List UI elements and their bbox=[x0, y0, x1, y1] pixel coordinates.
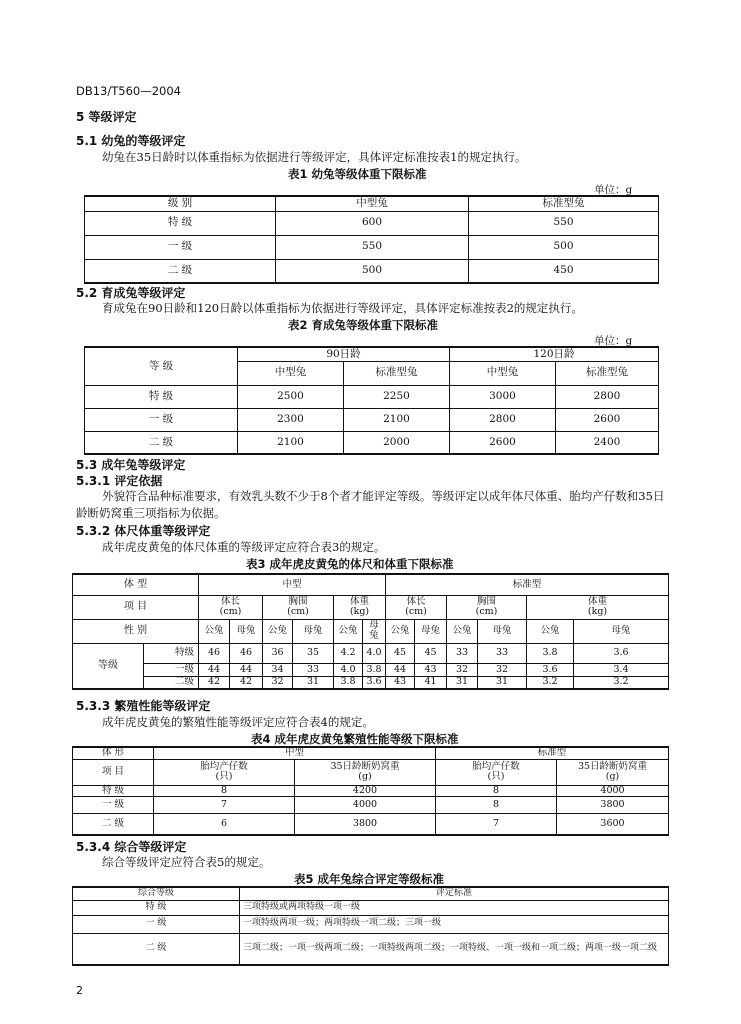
table2-cell: 2800 bbox=[556, 385, 659, 408]
table3-sex: 公兔 bbox=[386, 619, 415, 643]
table2-cell: 2500 bbox=[238, 385, 344, 408]
table4-item: 胎均产仔数 (只) bbox=[436, 759, 557, 785]
table3-cell: 43 bbox=[415, 663, 447, 676]
table3-cell: 41 bbox=[415, 676, 447, 689]
table3-cell: 3.8 bbox=[334, 676, 363, 689]
section-5-2-text: 育成兔在90日龄和120日龄以体重指标为依据进行等级评定，具体评定标准按表2的规定执行。 bbox=[102, 301, 583, 315]
table4-cell: 3600 bbox=[557, 813, 669, 835]
doc-code: DB13/T560—2004 bbox=[76, 84, 181, 98]
section-5-3-3-title: 5.3.3 繁殖性能等级评定 bbox=[76, 699, 211, 713]
table3-grade: 二级 bbox=[144, 676, 199, 689]
table2-type-header: 标准型兔 bbox=[344, 361, 450, 385]
table5-cell: 二 级 bbox=[73, 933, 240, 965]
table3-item: 胸围 (cm) bbox=[263, 595, 334, 619]
table3-cell: 3.8 bbox=[527, 643, 574, 663]
table3-sex-label: 性 别 bbox=[73, 619, 199, 643]
table3-cell: 3.2 bbox=[574, 676, 669, 689]
table3-cell: 36 bbox=[263, 643, 293, 663]
table3-item-label: 项 目 bbox=[73, 595, 199, 619]
table4-cell: 4200 bbox=[295, 785, 436, 796]
section-5-3-4-text: 综合等级评定应符合表5的规定。 bbox=[102, 855, 271, 869]
table3-cell: 4.0 bbox=[334, 663, 363, 676]
table3-cell: 45 bbox=[386, 643, 415, 663]
table2-cell: 2000 bbox=[344, 431, 450, 454]
table3-sex: 母兔 bbox=[230, 619, 263, 643]
table3-cell: 43 bbox=[386, 676, 415, 689]
table3-sex: 母兔 bbox=[415, 619, 447, 643]
table2-caption: 表2 育成兔等级体重下限标准 bbox=[288, 318, 439, 332]
table4-cell: 4000 bbox=[557, 785, 669, 796]
table3-cell: 31 bbox=[293, 676, 334, 689]
table4-cell: 3800 bbox=[295, 813, 436, 835]
table3-cell: 35 bbox=[293, 643, 334, 663]
table5 bbox=[72, 886, 669, 966]
table3-grade: 一级 bbox=[144, 663, 199, 676]
table3-sex: 公兔 bbox=[334, 619, 363, 643]
section-5-3-2-text: 成年虎皮黄兔的体尺体重的等级评定应符合表3的规定。 bbox=[102, 540, 386, 554]
table3-sex: 公兔 bbox=[199, 619, 230, 643]
table4-cell: 7 bbox=[436, 813, 557, 835]
section-5-3-1-text: 外貌符合品种标准要求，有效乳头数不少于8个者才能评定等级。等级评定以成年体尺体重、胎均产仔数和35日龄断奶窝重三项指标为依据。 bbox=[76, 489, 665, 520]
table5-cell: 一 级 bbox=[73, 915, 240, 933]
table4-cell: 4000 bbox=[295, 796, 436, 813]
table5-header: 综合等级 bbox=[73, 887, 240, 900]
table3-sex: 母 兔 bbox=[363, 619, 386, 643]
table4-item-label: 项 目 bbox=[73, 759, 154, 785]
section-5-3-3-text: 成年虎皮黄兔的繁殖性能等级评定应符合表4的规定。 bbox=[102, 715, 374, 729]
table2-cell: 2400 bbox=[556, 431, 659, 454]
table3-cell: 33 bbox=[293, 663, 334, 676]
table3-grade-label: 等级 bbox=[73, 643, 144, 689]
table3-item: 体重 (kg) bbox=[527, 595, 669, 619]
table3-cell: 45 bbox=[415, 643, 447, 663]
table2-cell: 2600 bbox=[556, 408, 659, 431]
table2-age-header: 90日龄 bbox=[238, 347, 450, 361]
table2-cell: 2800 bbox=[450, 408, 556, 431]
table2-cell: 2250 bbox=[344, 385, 450, 408]
table3-cell: 44 bbox=[230, 663, 263, 676]
section-5-3-2-title: 5.3.2 体尺体重等级评定 bbox=[76, 524, 211, 538]
table4-cell: 特 级 bbox=[73, 785, 154, 796]
table4-cell: 8 bbox=[154, 785, 295, 796]
table1 bbox=[84, 195, 659, 284]
section-5-3-1-title: 5.3.1 评定依据 bbox=[76, 474, 163, 488]
table4-type: 标准型 bbox=[436, 747, 669, 759]
table1-header: 标准型兔 bbox=[469, 196, 659, 211]
table3-cell: 46 bbox=[230, 643, 263, 663]
table3-cell: 33 bbox=[478, 643, 527, 663]
table3-type-label: 体 型 bbox=[73, 574, 199, 595]
table3-cell: 4.0 bbox=[363, 643, 386, 663]
table4-cell: 8 bbox=[436, 785, 557, 796]
table1-cell: 600 bbox=[276, 211, 469, 235]
table3-item: 体长 (cm) bbox=[199, 595, 263, 619]
table1-cell: 450 bbox=[469, 259, 659, 283]
table4-cell: 二 级 bbox=[73, 813, 154, 835]
table2-cell: 一 级 bbox=[85, 408, 238, 431]
table3-cell: 3.6 bbox=[574, 643, 669, 663]
table2 bbox=[84, 346, 659, 455]
table1-unit: 单位：g bbox=[594, 184, 633, 196]
table3-cell: 42 bbox=[199, 676, 230, 689]
table5-cell: 三项特级或两项特级一项一级 bbox=[240, 900, 669, 915]
table1-caption: 表1 幼兔等级体重下限标准 bbox=[288, 167, 427, 181]
table3-sex: 公兔 bbox=[527, 619, 574, 643]
table1-header: 中型兔 bbox=[276, 196, 469, 211]
table2-age-header: 120日龄 bbox=[450, 347, 659, 361]
table3-sex: 母兔 bbox=[293, 619, 334, 643]
table3-cell: 34 bbox=[263, 663, 293, 676]
table3-item: 胸围 (cm) bbox=[447, 595, 527, 619]
table3-sex: 母兔 bbox=[478, 619, 527, 643]
page-number: 2 bbox=[76, 984, 83, 997]
table3-cell: 42 bbox=[230, 676, 263, 689]
table1-cell: 500 bbox=[469, 235, 659, 259]
section-5-3-4-title: 5.3.4 综合等级评定 bbox=[76, 840, 187, 854]
table1-cell: 500 bbox=[276, 259, 469, 283]
table3-sex: 母兔 bbox=[574, 619, 669, 643]
table2-cell: 2600 bbox=[450, 431, 556, 454]
table2-type-header: 标准型兔 bbox=[556, 361, 659, 385]
table3-cell: 46 bbox=[199, 643, 230, 663]
table2-cell: 2300 bbox=[238, 408, 344, 431]
table4-cell: 6 bbox=[154, 813, 295, 835]
table2-type-header: 中型兔 bbox=[450, 361, 556, 385]
table2-cell: 特 级 bbox=[85, 385, 238, 408]
table1-cell: 550 bbox=[469, 211, 659, 235]
table4-cell: 7 bbox=[154, 796, 295, 813]
table3-cell: 3.8 bbox=[363, 663, 386, 676]
table3-grade: 特级 bbox=[144, 643, 199, 663]
section-5-1-text: 幼兔在35日龄时以体重指标为依据进行等级评定，具体评定标准按表1的规定执行。 bbox=[102, 150, 527, 164]
table4-type-label: 体 形 bbox=[73, 747, 154, 759]
table3-type: 标准型 bbox=[386, 574, 669, 595]
table3-cell: 44 bbox=[199, 663, 230, 676]
table4-cell: 一 级 bbox=[73, 796, 154, 813]
table4-item: 35日龄断奶窝重 (g) bbox=[295, 759, 436, 785]
table3 bbox=[72, 573, 669, 690]
table3-sex: 公兔 bbox=[263, 619, 293, 643]
table4-cell: 8 bbox=[436, 796, 557, 813]
table3-cell: 32 bbox=[447, 663, 478, 676]
section-5-1-title: 5.1 幼兔的等级评定 bbox=[76, 134, 186, 148]
table5-caption: 表5 成年兔综合评定等级标准 bbox=[294, 872, 445, 886]
table2-grade-header: 等 级 bbox=[85, 347, 238, 385]
table3-cell: 32 bbox=[478, 663, 527, 676]
table1-cell: 一 级 bbox=[85, 235, 276, 259]
table2-cell: 2100 bbox=[238, 431, 344, 454]
table5-header: 评定标准 bbox=[240, 887, 669, 900]
table3-cell: 31 bbox=[478, 676, 527, 689]
table1-cell: 特 级 bbox=[85, 211, 276, 235]
table3-cell: 3.2 bbox=[527, 676, 574, 689]
table3-item: 体重 (kg) bbox=[334, 595, 386, 619]
table3-cell: 31 bbox=[447, 676, 478, 689]
table3-sex: 公兔 bbox=[447, 619, 478, 643]
table3-caption: 表3 成年虎皮黄兔的体尺和体重下限标准 bbox=[246, 557, 454, 571]
table3-cell: 3.6 bbox=[527, 663, 574, 676]
table2-type-header: 中型兔 bbox=[238, 361, 344, 385]
table3-cell: 3.6 bbox=[363, 676, 386, 689]
table5-cell: 一项特级两项一级；两项特级一项二级；三项一级 bbox=[240, 915, 669, 933]
table4-item: 35日龄断奶窝重 (g) bbox=[557, 759, 669, 785]
table3-cell: 3.4 bbox=[574, 663, 669, 676]
section-5-3-title: 5.3 成年兔等级评定 bbox=[76, 458, 186, 472]
table3-cell: 32 bbox=[263, 676, 293, 689]
table3-cell: 44 bbox=[386, 663, 415, 676]
table5-cell: 特 级 bbox=[73, 900, 240, 915]
table4-caption: 表4 成年虎皮黄兔繁殖性能等级下限标准 bbox=[251, 732, 459, 746]
table4-cell: 3800 bbox=[557, 796, 669, 813]
table3-cell: 33 bbox=[447, 643, 478, 663]
table1-cell: 550 bbox=[276, 235, 469, 259]
table5-cell: 三项二级；一项一级两项二级；一项特级两项二级；一项特级、一项一级和一项二级；两项一级一项二级 bbox=[240, 933, 669, 965]
table3-item: 体长 (cm) bbox=[386, 595, 447, 619]
table4 bbox=[72, 746, 669, 836]
table4-type: 中型 bbox=[154, 747, 436, 759]
table3-type: 中型 bbox=[199, 574, 386, 595]
table2-unit: 单位：g bbox=[594, 335, 633, 347]
table2-cell: 二 级 bbox=[85, 431, 238, 454]
table2-cell: 3000 bbox=[450, 385, 556, 408]
table1-header: 级 别 bbox=[85, 196, 276, 211]
section-5-2-title: 5.2 育成兔等级评定 bbox=[76, 286, 186, 300]
table4-item: 胎均产仔数 (只) bbox=[154, 759, 295, 785]
table3-cell: 4.2 bbox=[334, 643, 363, 663]
table1-cell: 二 级 bbox=[85, 259, 276, 283]
section-5-title: 5 等级评定 bbox=[76, 110, 137, 124]
table2-cell: 2100 bbox=[344, 408, 450, 431]
